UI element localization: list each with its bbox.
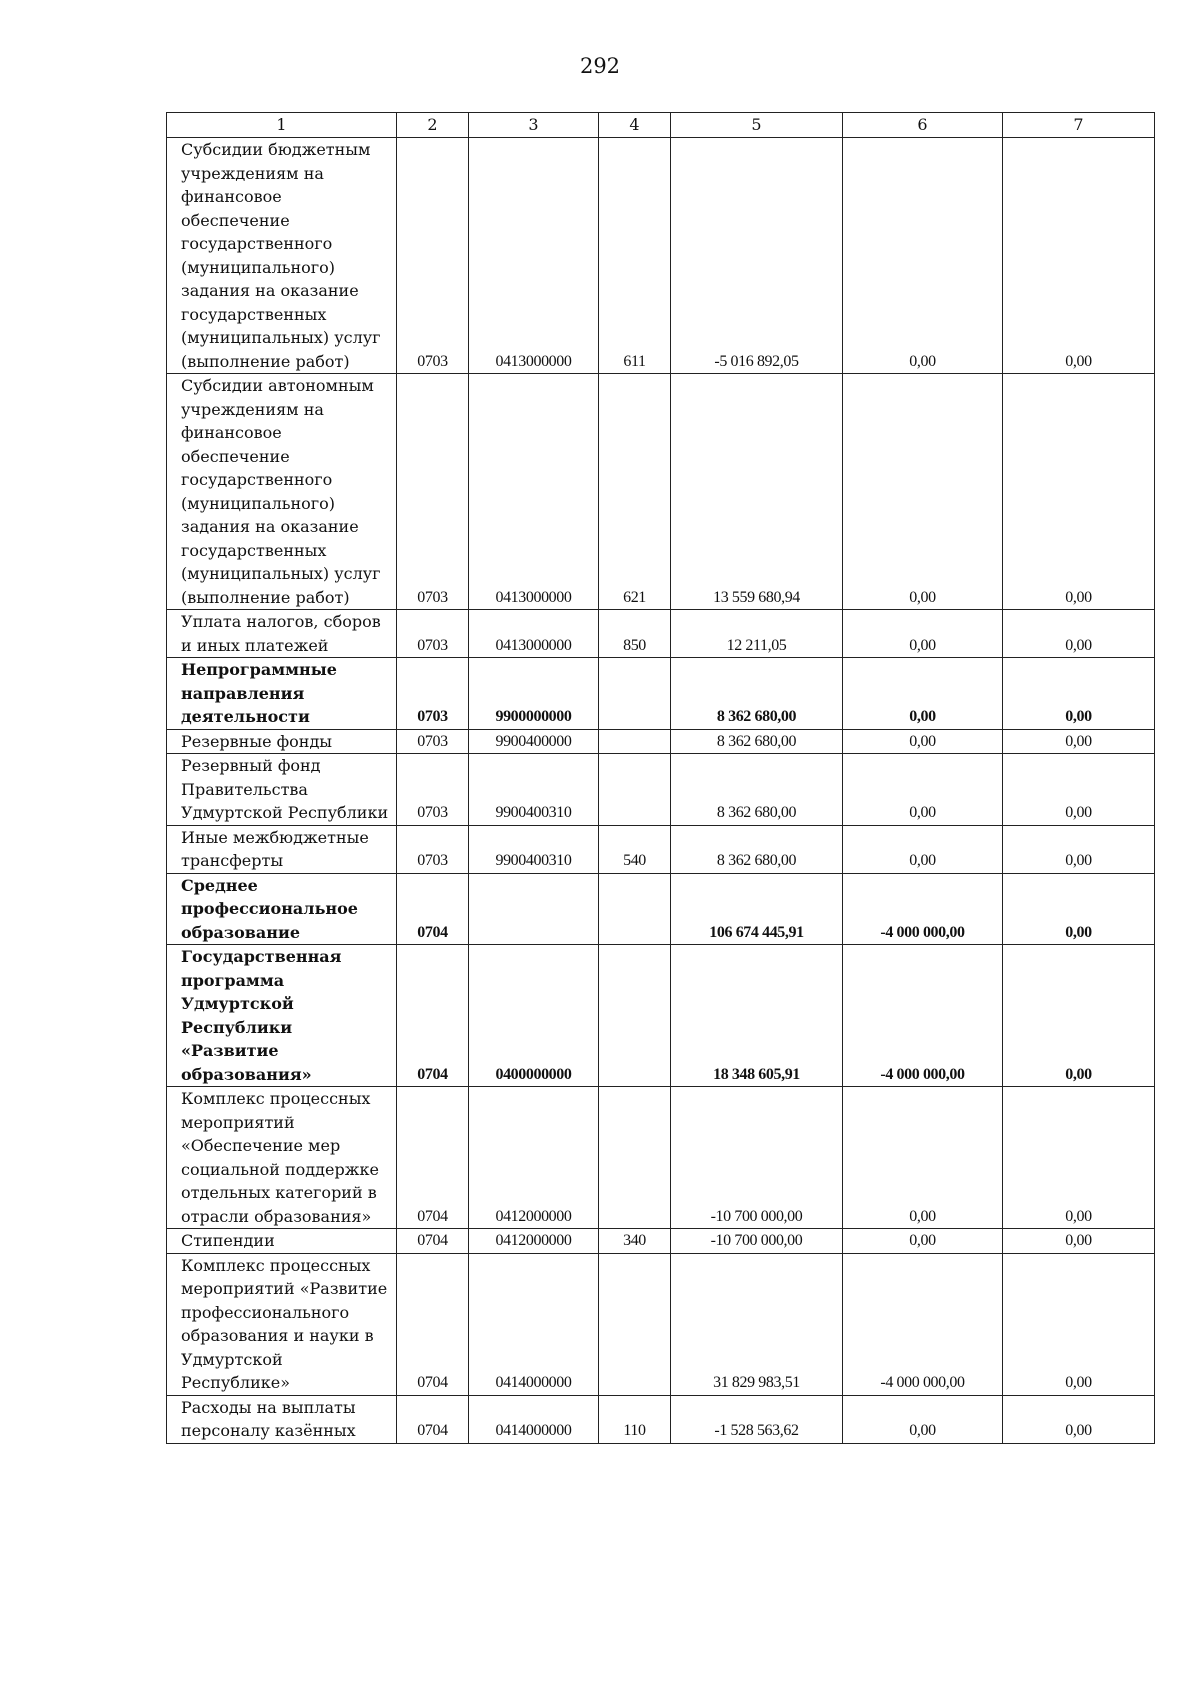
amount-2: 0,00 bbox=[843, 825, 1003, 873]
amount-1: -5 016 892,05 bbox=[671, 138, 843, 374]
amount-3: 0,00 bbox=[1003, 138, 1155, 374]
row-name: Государственная программа Удмуртской Республики «Развитие образования» bbox=[167, 945, 397, 1087]
expense-type-code bbox=[599, 754, 671, 826]
column-header: 4 bbox=[599, 113, 671, 138]
amount-1: -10 700 000,00 bbox=[671, 1087, 843, 1229]
amount-2: 0,00 bbox=[843, 754, 1003, 826]
amount-1: 13 559 680,94 bbox=[671, 374, 843, 610]
section-code: 0704 bbox=[397, 1087, 469, 1229]
section-code: 0703 bbox=[397, 729, 469, 754]
amount-3: 0,00 bbox=[1003, 825, 1155, 873]
table-row bbox=[167, 825, 1155, 873]
amount-3: 0,00 bbox=[1003, 1087, 1155, 1229]
amount-3: 0,00 bbox=[1003, 945, 1155, 1087]
section-code: 0704 bbox=[397, 1395, 469, 1443]
amount-2: 0,00 bbox=[843, 1395, 1003, 1443]
amount-2: -4 000 000,00 bbox=[843, 873, 1003, 945]
column-header: 7 bbox=[1003, 113, 1155, 138]
row-name: Среднее профессиональное образование bbox=[167, 873, 397, 945]
section-code: 0704 bbox=[397, 1229, 469, 1254]
table-row bbox=[167, 729, 1155, 754]
table-row bbox=[167, 374, 1155, 610]
table-row bbox=[167, 945, 1155, 1087]
amount-1: 106 674 445,91 bbox=[671, 873, 843, 945]
expense-type-code bbox=[599, 1253, 671, 1395]
expense-type-code: 621 bbox=[599, 374, 671, 610]
row-name: Непрограммные направления деятельности bbox=[167, 658, 397, 730]
column-header: 6 bbox=[843, 113, 1003, 138]
table-row bbox=[167, 610, 1155, 658]
expense-type-code bbox=[599, 658, 671, 730]
section-code: 0703 bbox=[397, 610, 469, 658]
table-row bbox=[167, 1087, 1155, 1229]
target-article-code: 0413000000 bbox=[469, 374, 599, 610]
section-code: 0704 bbox=[397, 945, 469, 1087]
amount-1: 18 348 605,91 bbox=[671, 945, 843, 1087]
target-article-code: 0412000000 bbox=[469, 1229, 599, 1254]
section-code: 0703 bbox=[397, 754, 469, 826]
expense-type-code: 340 bbox=[599, 1229, 671, 1254]
amount-2: 0,00 bbox=[843, 1087, 1003, 1229]
amount-3: 0,00 bbox=[1003, 658, 1155, 730]
target-article-code: 9900400310 bbox=[469, 754, 599, 826]
target-article-code: 0413000000 bbox=[469, 610, 599, 658]
row-name: Резервный фонд Правительства Удмуртской Республики bbox=[167, 754, 397, 826]
row-name: Расходы на выплаты персоналу казённых bbox=[167, 1395, 397, 1443]
expense-type-code bbox=[599, 729, 671, 754]
amount-3: 0,00 bbox=[1003, 754, 1155, 826]
column-header: 3 bbox=[469, 113, 599, 138]
target-article-code: 0412000000 bbox=[469, 1087, 599, 1229]
column-header: 5 bbox=[671, 113, 843, 138]
amount-2: 0,00 bbox=[843, 138, 1003, 374]
section-code: 0703 bbox=[397, 825, 469, 873]
amount-2: -4 000 000,00 bbox=[843, 945, 1003, 1087]
amount-2: 0,00 bbox=[843, 658, 1003, 730]
amount-3: 0,00 bbox=[1003, 1253, 1155, 1395]
expense-type-code: 850 bbox=[599, 610, 671, 658]
row-name: Комплекс процессных мероприятий «Обеспечение мер социальной поддержке отдельных категорий в отрасли образования» bbox=[167, 1087, 397, 1229]
amount-1: -10 700 000,00 bbox=[671, 1229, 843, 1254]
amount-1: 8 362 680,00 bbox=[671, 825, 843, 873]
amount-1: 12 211,05 bbox=[671, 610, 843, 658]
expense-type-code: 540 bbox=[599, 825, 671, 873]
expense-type-code: 110 bbox=[599, 1395, 671, 1443]
row-name: Стипендии bbox=[167, 1229, 397, 1254]
row-name: Субсидии бюджетным учреждениям на финансовое обеспечение государственного (муниципального) задания на оказание государственных (муниципальных) услуг (выполнение работ) bbox=[167, 138, 397, 374]
table-row bbox=[167, 1253, 1155, 1395]
amount-1: 8 362 680,00 bbox=[671, 729, 843, 754]
amount-1: 8 362 680,00 bbox=[671, 658, 843, 730]
target-article-code: 0400000000 bbox=[469, 945, 599, 1087]
amount-3: 0,00 bbox=[1003, 1395, 1155, 1443]
amount-3: 0,00 bbox=[1003, 610, 1155, 658]
amount-3: 0,00 bbox=[1003, 374, 1155, 610]
target-article-code: 9900400310 bbox=[469, 825, 599, 873]
amount-1: 8 362 680,00 bbox=[671, 754, 843, 826]
target-article-code: 0414000000 bbox=[469, 1253, 599, 1395]
target-article-code bbox=[469, 873, 599, 945]
row-name: Уплата налогов, сборов и иных платежей bbox=[167, 610, 397, 658]
expense-type-code bbox=[599, 873, 671, 945]
row-name: Комплекс процессных мероприятий «Развитие профессионального образования и науки в Удмуртской Республике» bbox=[167, 1253, 397, 1395]
amount-3: 0,00 bbox=[1003, 729, 1155, 754]
table-row bbox=[167, 1395, 1155, 1443]
amount-3: 0,00 bbox=[1003, 873, 1155, 945]
table-row bbox=[167, 138, 1155, 374]
expense-type-code bbox=[599, 1087, 671, 1229]
row-name: Иные межбюджетные трансферты bbox=[167, 825, 397, 873]
amount-3: 0,00 bbox=[1003, 1229, 1155, 1254]
amount-2: 0,00 bbox=[843, 374, 1003, 610]
section-code: 0703 bbox=[397, 138, 469, 374]
table-row bbox=[167, 658, 1155, 730]
amount-1: 31 829 983,51 bbox=[671, 1253, 843, 1395]
table-row bbox=[167, 873, 1155, 945]
table-row bbox=[167, 1229, 1155, 1254]
amount-2: 0,00 bbox=[843, 610, 1003, 658]
page-number: 292 bbox=[579, 54, 621, 78]
section-code: 0703 bbox=[397, 374, 469, 610]
budget-table bbox=[166, 112, 1155, 1444]
target-article-code: 0414000000 bbox=[469, 1395, 599, 1443]
column-header: 1 bbox=[167, 113, 397, 138]
expense-type-code bbox=[599, 945, 671, 1087]
expense-type-code: 611 bbox=[599, 138, 671, 374]
section-code: 0703 bbox=[397, 658, 469, 730]
row-name: Резервные фонды bbox=[167, 729, 397, 754]
section-code: 0704 bbox=[397, 873, 469, 945]
amount-1: -1 528 563,62 bbox=[671, 1395, 843, 1443]
amount-2: -4 000 000,00 bbox=[843, 1253, 1003, 1395]
amount-2: 0,00 bbox=[843, 1229, 1003, 1254]
target-article-code: 9900000000 bbox=[469, 658, 599, 730]
table-row bbox=[167, 754, 1155, 826]
row-name: Субсидии автономным учреждениям на финансовое обеспечение государственного (муниципального) задания на оказание государственных (муниципальных) услуг (выполнение работ) bbox=[167, 374, 397, 610]
column-number-row bbox=[167, 113, 1155, 138]
column-header: 2 bbox=[397, 113, 469, 138]
amount-2: 0,00 bbox=[843, 729, 1003, 754]
section-code: 0704 bbox=[397, 1253, 469, 1395]
target-article-code: 9900400000 bbox=[469, 729, 599, 754]
target-article-code: 0413000000 bbox=[469, 138, 599, 374]
